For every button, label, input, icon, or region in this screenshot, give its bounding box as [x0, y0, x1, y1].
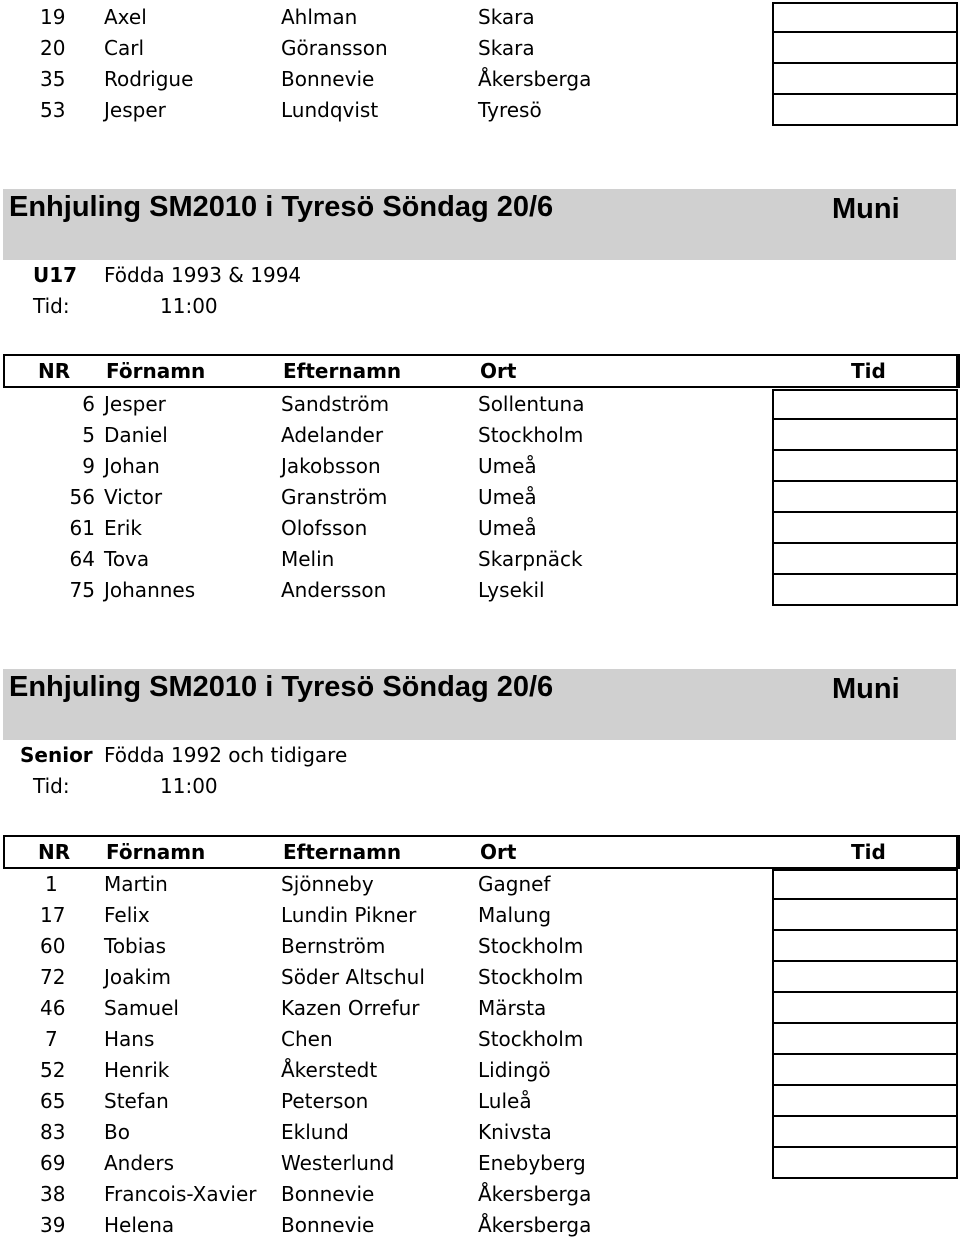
ort-cell: Knivsta: [478, 1120, 552, 1144]
fornamn-cell: Daniel: [104, 423, 168, 447]
nr-cell: 7: [45, 1027, 58, 1051]
banner-discipline: Muni: [832, 673, 900, 705]
class-description: Födda 1992 och tidigare: [104, 743, 348, 767]
nr-cell: 64: [69, 547, 95, 571]
fornamn-cell: Rodrigue: [104, 67, 194, 91]
ort-cell: Åkersberga: [478, 1213, 592, 1237]
table-row: [0, 389, 960, 420]
tid-box[interactable]: [772, 513, 958, 544]
header-ort: Ort: [480, 840, 517, 864]
efternamn-cell: Bonnevie: [281, 1213, 375, 1237]
nr-cell: 53: [40, 98, 66, 122]
efternamn-cell: Sandström: [281, 392, 390, 416]
ort-cell: Umeå: [478, 516, 537, 540]
nr-cell: 75: [69, 578, 95, 602]
fornamn-cell: Francois-Xavier: [104, 1182, 257, 1206]
table-row: [0, 993, 960, 1024]
ort-cell: Tyresö: [478, 98, 542, 122]
ort-cell: Enebyberg: [478, 1151, 586, 1175]
ort-cell: Malung: [478, 903, 552, 927]
table-row: [0, 1210, 960, 1241]
ort-cell: Skarpnäck: [478, 547, 583, 571]
tid-box[interactable]: [772, 1148, 958, 1179]
efternamn-cell: Eklund: [281, 1120, 349, 1144]
ort-cell: Märsta: [478, 996, 547, 1020]
fornamn-cell: Johannes: [104, 578, 196, 602]
efternamn-cell: Chen: [281, 1027, 333, 1051]
nr-cell: 65: [40, 1089, 66, 1113]
time-value: 11:00: [160, 294, 218, 318]
ort-cell: Umeå: [478, 485, 537, 509]
tid-box[interactable]: [772, 95, 958, 126]
nr-cell: 52: [40, 1058, 66, 1082]
header-tid: Tid: [851, 359, 886, 383]
tid-box[interactable]: [772, 575, 958, 606]
nr-cell: 60: [40, 934, 66, 958]
fornamn-cell: Felix: [104, 903, 150, 927]
ort-cell: Lidingö: [478, 1058, 551, 1082]
fornamn-cell: Bo: [104, 1120, 130, 1144]
header-nr: NR: [38, 359, 71, 383]
tid-box[interactable]: [772, 931, 958, 962]
nr-cell: 35: [40, 67, 66, 91]
banner-title: Enhjuling SM2010 i Tyresö Söndag 20/6: [9, 191, 554, 223]
banner-title: Enhjuling SM2010 i Tyresö Söndag 20/6: [9, 671, 554, 703]
efternamn-cell: Westerlund: [281, 1151, 395, 1175]
tid-box[interactable]: [772, 2, 958, 33]
nr-cell: 61: [69, 516, 95, 540]
tid-box[interactable]: [772, 544, 958, 575]
ort-cell: Stockholm: [478, 1027, 584, 1051]
table-row: [0, 1117, 960, 1148]
tid-box[interactable]: [772, 993, 958, 1024]
fornamn-cell: Helena: [104, 1213, 175, 1237]
tid-box[interactable]: [772, 1117, 958, 1148]
table-row: [0, 544, 960, 575]
tid-box[interactable]: [772, 1024, 958, 1055]
ort-cell: Skara: [478, 36, 535, 60]
efternamn-cell: Söder Altschul: [281, 965, 425, 989]
ort-cell: Åkersberga: [478, 1182, 592, 1206]
efternamn-cell: Jakobsson: [281, 454, 381, 478]
nr-cell: 72: [40, 965, 66, 989]
efternamn-cell: Ahlman: [281, 5, 358, 29]
fornamn-cell: Jesper: [104, 392, 166, 416]
efternamn-cell: Lundqvist: [281, 98, 379, 122]
class-description: Födda 1993 & 1994: [104, 263, 302, 287]
nr-cell: 39: [40, 1213, 66, 1237]
table-row: [0, 869, 960, 900]
efternamn-cell: Åkerstedt: [281, 1058, 378, 1082]
ort-cell: Sollentuna: [478, 392, 585, 416]
efternamn-cell: Bonnevie: [281, 1182, 375, 1206]
header-efternamn: Efternamn: [283, 840, 402, 864]
fornamn-cell: Anders: [104, 1151, 174, 1175]
tid-box[interactable]: [772, 869, 958, 900]
efternamn-cell: Lundin Pikner: [281, 903, 417, 927]
nr-cell: 5: [82, 423, 95, 447]
fornamn-cell: Carl: [104, 36, 144, 60]
time-label: Tid:: [33, 774, 70, 798]
efternamn-cell: Adelander: [281, 423, 384, 447]
efternamn-cell: Olofsson: [281, 516, 368, 540]
nr-cell: 69: [40, 1151, 66, 1175]
header-tid: Tid: [851, 840, 886, 864]
nr-cell: 38: [40, 1182, 66, 1206]
table-row: [0, 575, 960, 606]
fornamn-cell: Hans: [104, 1027, 155, 1051]
header-fornamn: Förnamn: [106, 840, 206, 864]
time-label: Tid:: [33, 294, 70, 318]
ort-cell: Luleå: [478, 1089, 532, 1113]
table-row: [0, 1024, 960, 1055]
nr-cell: 19: [40, 5, 66, 29]
nr-cell: 83: [40, 1120, 66, 1144]
ort-cell: Åkersberga: [478, 67, 592, 91]
header-efternamn: Efternamn: [283, 359, 402, 383]
banner-discipline: Muni: [832, 193, 900, 225]
fornamn-cell: Victor: [104, 485, 163, 509]
nr-cell: 46: [40, 996, 66, 1020]
header-nr: NR: [38, 840, 71, 864]
table-row: [0, 482, 960, 513]
tid-box[interactable]: [772, 420, 958, 451]
table-row: [0, 1148, 960, 1179]
section-banner: [3, 189, 956, 260]
efternamn-cell: Granström: [281, 485, 388, 509]
tid-box[interactable]: [772, 900, 958, 931]
efternamn-cell: Melin: [281, 547, 335, 571]
efternamn-cell: Kazen Orrefur: [281, 996, 420, 1020]
tid-box[interactable]: [772, 389, 958, 420]
fornamn-cell: Samuel: [104, 996, 179, 1020]
header-fornamn: Förnamn: [106, 359, 206, 383]
table-row: [0, 1086, 960, 1117]
efternamn-cell: Bernström: [281, 934, 386, 958]
ort-cell: Stockholm: [478, 934, 584, 958]
fornamn-cell: Jesper: [104, 98, 166, 122]
fornamn-cell: Johan: [104, 454, 160, 478]
table-row: [0, 64, 960, 95]
table-row: [0, 451, 960, 482]
efternamn-cell: Bonnevie: [281, 67, 375, 91]
header-ort: Ort: [480, 359, 517, 383]
table-row: [0, 1179, 960, 1210]
efternamn-cell: Sjönneby: [281, 872, 374, 896]
table-row: [0, 33, 960, 64]
ort-cell: Stockholm: [478, 965, 584, 989]
time-value: 11:00: [160, 774, 218, 798]
fornamn-cell: Stefan: [104, 1089, 169, 1113]
class-name: U17: [33, 263, 78, 287]
tid-box[interactable]: [772, 962, 958, 993]
table-row: [0, 95, 960, 126]
table-row: [0, 420, 960, 451]
tid-box[interactable]: [772, 33, 958, 64]
tid-box[interactable]: [772, 1055, 958, 1086]
table-row: [0, 931, 960, 962]
table-header: [3, 354, 960, 388]
nr-cell: 9: [82, 454, 95, 478]
nr-cell: 20: [40, 36, 66, 60]
table-row: [0, 513, 960, 544]
fornamn-cell: Axel: [104, 5, 147, 29]
nr-cell: 1: [45, 872, 58, 896]
tid-box[interactable]: [772, 451, 958, 482]
efternamn-cell: Göransson: [281, 36, 388, 60]
tid-box[interactable]: [772, 1086, 958, 1117]
nr-cell: 17: [40, 903, 66, 927]
ort-cell: Umeå: [478, 454, 537, 478]
table-row: [0, 962, 960, 993]
table-row: [0, 900, 960, 931]
ort-cell: Gagnef: [478, 872, 551, 896]
fornamn-cell: Henrik: [104, 1058, 170, 1082]
table-row: [0, 2, 960, 33]
table-header: [3, 835, 960, 869]
section-banner: [3, 669, 956, 740]
fornamn-cell: Erik: [104, 516, 142, 540]
tid-box[interactable]: [772, 64, 958, 95]
table-row: [0, 1055, 960, 1086]
fornamn-cell: Tobias: [104, 934, 166, 958]
fornamn-cell: Tova: [104, 547, 150, 571]
nr-cell: 6: [82, 392, 95, 416]
ort-cell: Skara: [478, 5, 535, 29]
ort-cell: Stockholm: [478, 423, 584, 447]
tid-box[interactable]: [772, 482, 958, 513]
fornamn-cell: Martin: [104, 872, 168, 896]
nr-cell: 56: [69, 485, 95, 509]
class-name: Senior: [20, 743, 93, 767]
ort-cell: Lysekil: [478, 578, 545, 602]
efternamn-cell: Peterson: [281, 1089, 369, 1113]
efternamn-cell: Andersson: [281, 578, 387, 602]
fornamn-cell: Joakim: [104, 965, 172, 989]
